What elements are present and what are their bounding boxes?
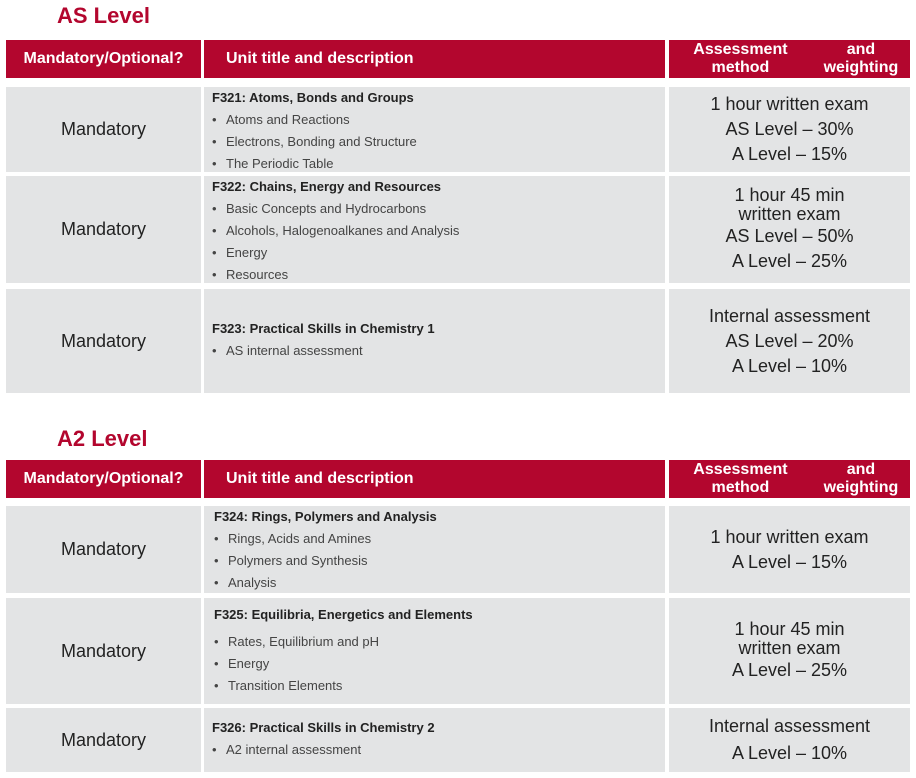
assessment-line: AS Level – 50% <box>725 225 854 246</box>
assessment-line: A Level – 10% <box>731 743 848 763</box>
assessment-line: 1 hour written exam <box>710 94 869 114</box>
unit-title: F324: Rings, Polymers and Analysis <box>214 509 437 524</box>
as-row3-status: Mandatory <box>6 289 201 393</box>
assessment-line: written exam <box>738 637 841 658</box>
assessment-line: 1 hour written exam <box>710 526 869 547</box>
header-assessment-line1: Assessment method <box>693 41 788 76</box>
a2-row3-status: Mandatory <box>6 708 201 772</box>
a2-row1-assessment <box>669 506 910 593</box>
assessment-line: A Level – 25% <box>731 250 848 271</box>
list-item: • Polymers and Synthesis <box>214 553 368 568</box>
a2-row3-assessment <box>669 708 910 772</box>
list-item: • Electrons, Bonding and Structure <box>212 134 417 149</box>
header-assessment-line2: and weighting <box>823 461 899 496</box>
list-item: • Rings, Acids and Amines <box>214 531 372 546</box>
a2-row2-unit-cell <box>204 598 665 704</box>
as-row2-assessment <box>669 176 910 283</box>
list-item: • Analysis <box>214 575 277 590</box>
list-item: • AS internal assessment <box>212 343 363 358</box>
as-row1-unit-cell <box>204 87 665 172</box>
assessment-line: A Level – 25% <box>731 659 848 680</box>
unit-title: F322: Chains, Energy and Resources <box>212 179 442 194</box>
assessment-line: written exam <box>738 203 841 224</box>
assessment-line: AS Level – 30% <box>725 119 854 139</box>
as-row1-status: Mandatory <box>6 87 201 172</box>
a2-row2-status: Mandatory <box>6 598 201 704</box>
list-item: • Transition Elements <box>214 678 343 693</box>
assessment-line: AS Level – 20% <box>725 330 854 351</box>
list-item: • Energy <box>214 656 270 671</box>
header-mandatory-optional: Mandatory/Optional? <box>6 460 201 498</box>
header-mandatory-optional: Mandatory/Optional? <box>6 40 201 78</box>
list-item: • Basic Concepts and Hydrocarbons <box>212 201 427 216</box>
as-row2-unit-cell <box>204 176 665 283</box>
assessment-line: Internal assessment <box>708 716 871 736</box>
header-unit-title: Unit title and description <box>204 40 665 78</box>
a2-level-title: A2 Level <box>57 426 148 451</box>
as-row2-status: Mandatory <box>6 176 201 283</box>
header-assessment <box>669 40 910 78</box>
assessment-line: Internal assessment <box>708 305 871 326</box>
as-row3-assessment <box>669 289 910 393</box>
list-item: • Atoms and Reactions <box>212 112 350 127</box>
as-level-title: AS Level <box>57 3 150 28</box>
as-row1-assessment <box>669 87 910 172</box>
header-assessment-line2: and weighting <box>823 41 899 76</box>
a2-row1-unit-cell <box>204 506 665 593</box>
list-item: • Alcohols, Halogenoalkanes and Analysis <box>212 223 460 238</box>
unit-title: F321: Atoms, Bonds and Groups <box>212 90 414 105</box>
unit-title: F323: Practical Skills in Chemistry 1 <box>212 321 435 336</box>
as-row3-unit-cell <box>204 289 665 393</box>
assessment-line: 1 hour 45 min <box>734 184 845 205</box>
list-item: • A2 internal assessment <box>212 742 362 757</box>
list-item: • Resources <box>212 267 289 282</box>
assessment-line: A Level – 10% <box>731 355 848 376</box>
header-assessment-line1: Assessment method <box>693 461 788 496</box>
header-assessment <box>669 460 910 498</box>
assessment-line: A Level – 15% <box>731 144 848 164</box>
list-item: • Energy <box>212 245 268 260</box>
unit-title: F325: Equilibria, Energetics and Elements <box>214 607 473 622</box>
list-item: • Rates, Equilibrium and pH <box>214 634 380 649</box>
list-item: • The Periodic Table <box>212 156 334 171</box>
unit-title: F326: Practical Skills in Chemistry 2 <box>212 720 435 735</box>
a2-row1-status: Mandatory <box>6 506 201 593</box>
assessment-line: 1 hour 45 min <box>734 618 845 639</box>
a2-row3-unit-cell <box>204 708 665 772</box>
a2-row2-assessment <box>669 598 910 704</box>
header-unit-title: Unit title and description <box>204 460 665 498</box>
assessment-line: A Level – 15% <box>731 551 848 572</box>
